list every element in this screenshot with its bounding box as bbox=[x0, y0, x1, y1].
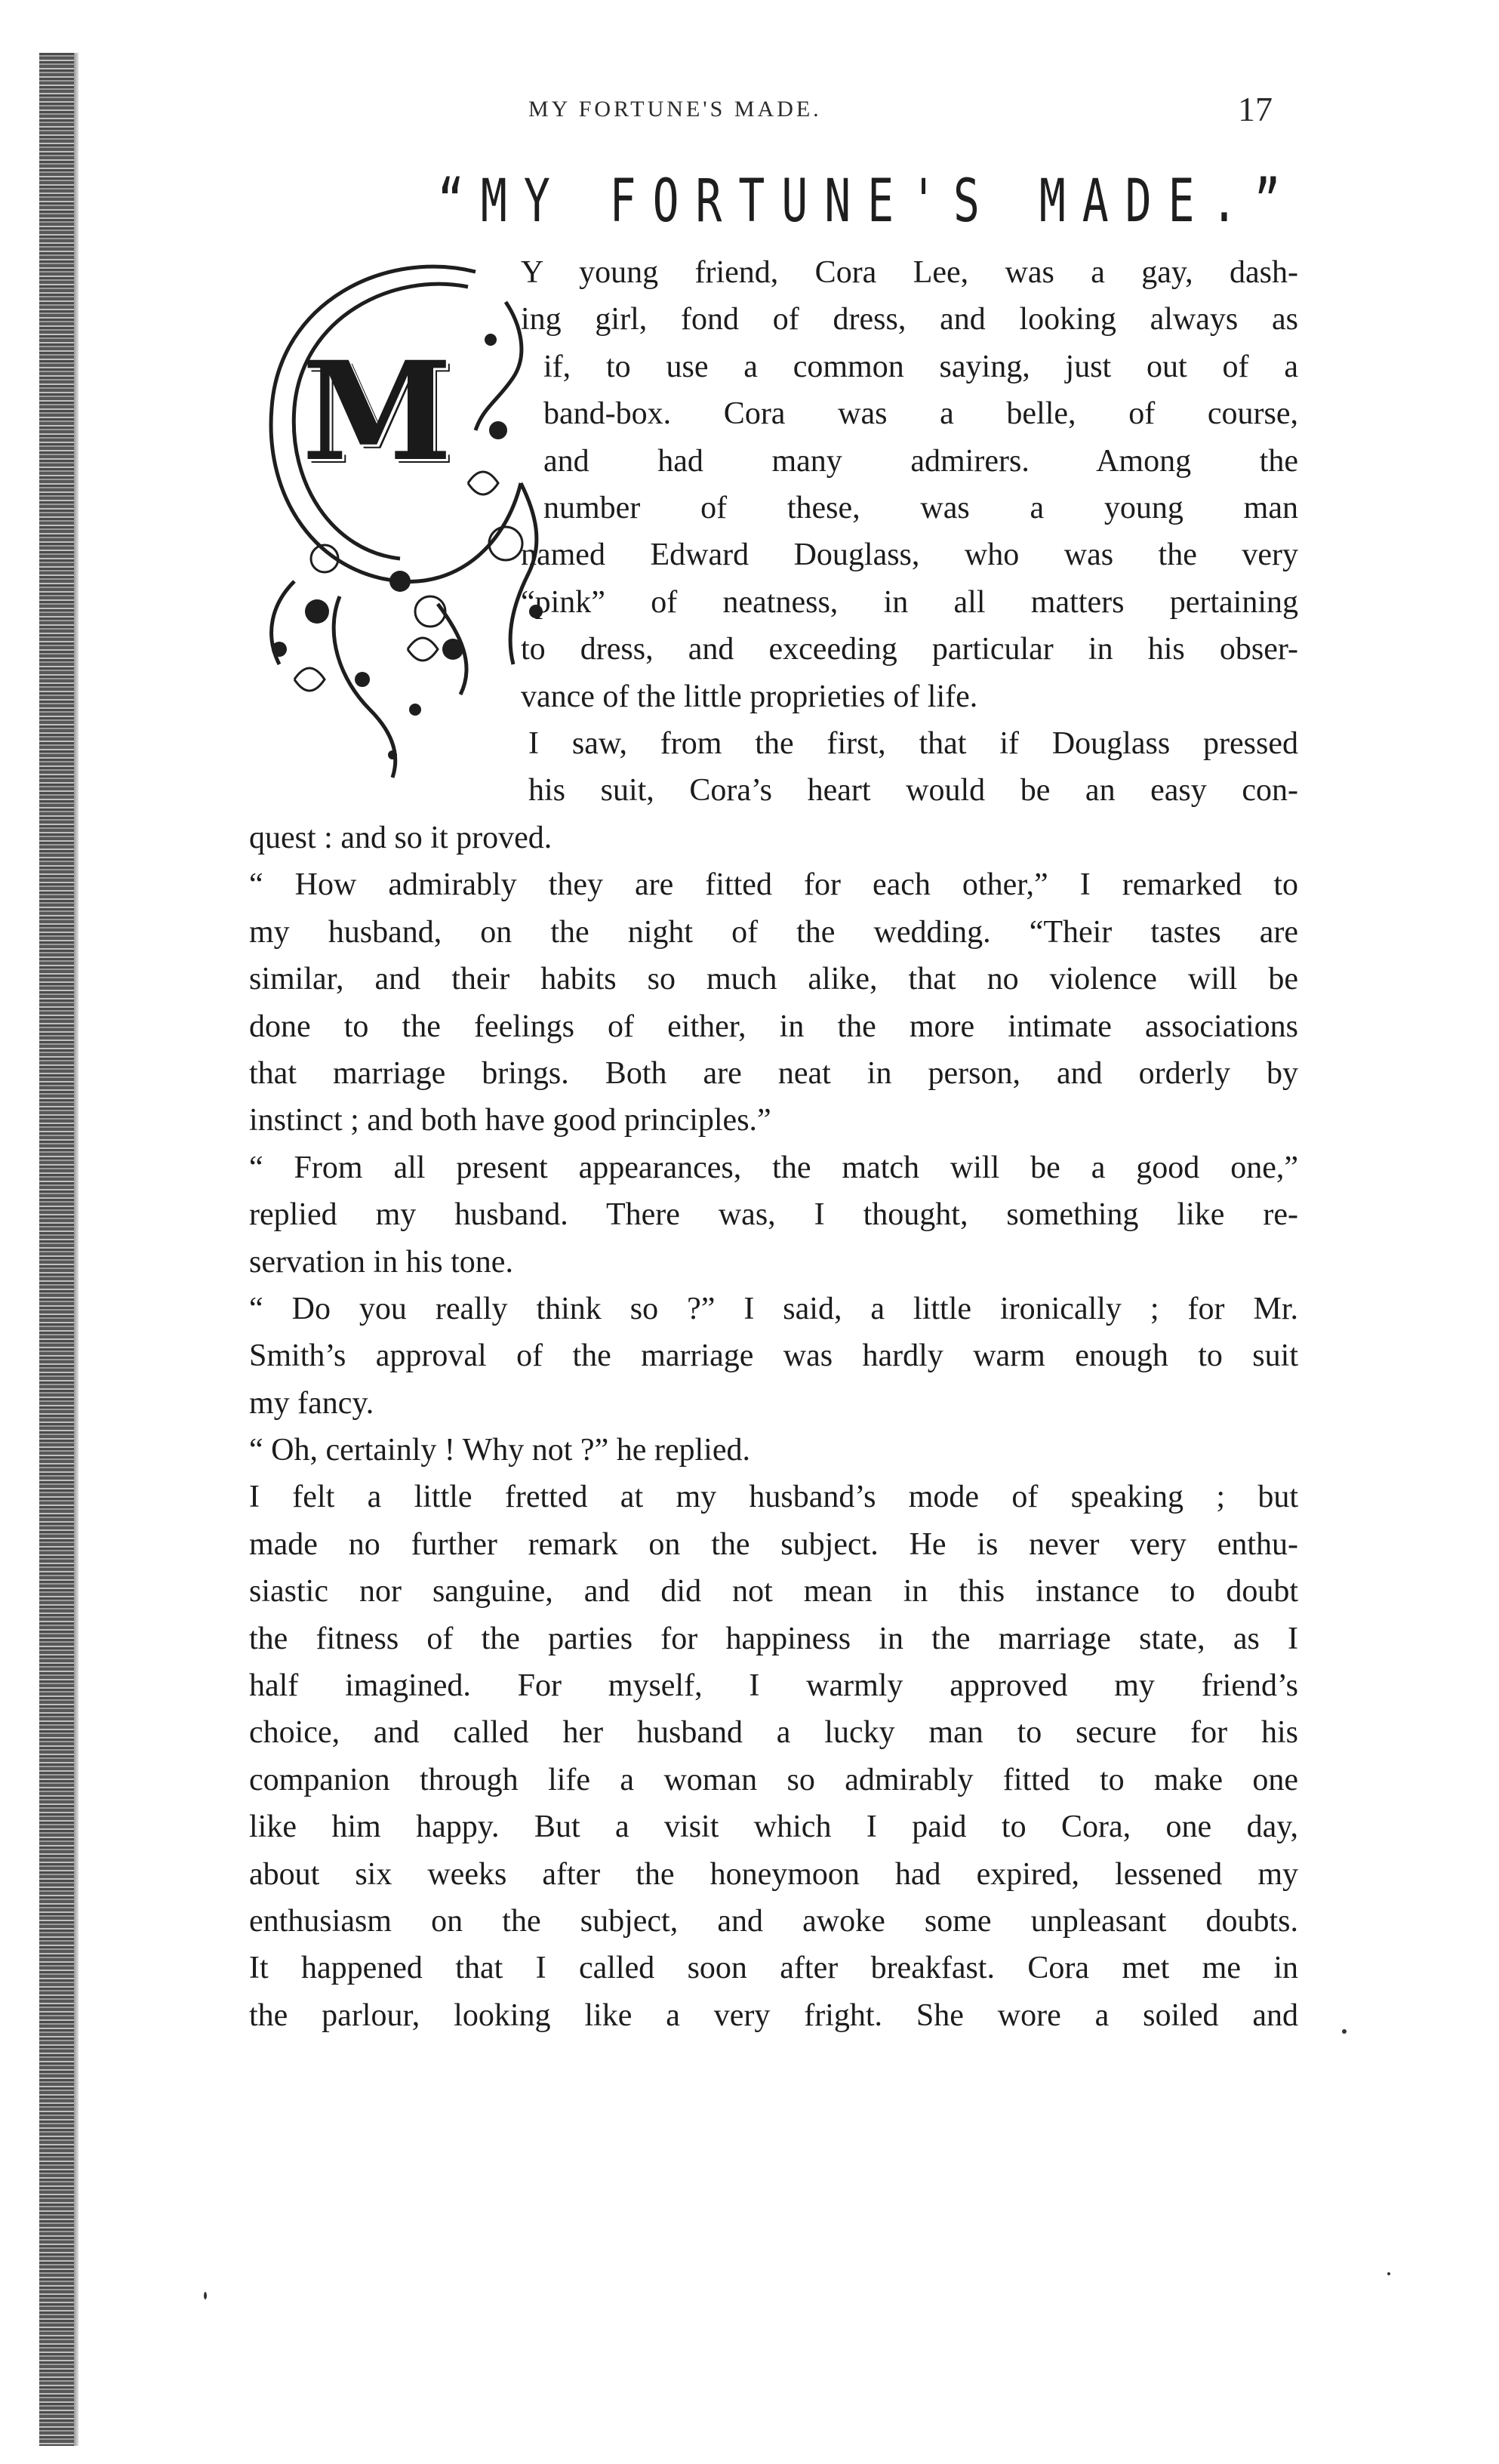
text-line: made no further remark on the subject. He is never very enthu- bbox=[249, 1526, 1298, 1562]
text-line: the parlour, looking like a very fright. She wore a soiled and bbox=[249, 1997, 1298, 2033]
text-line: “ Oh, certainly ! Why not ?” he replied. bbox=[249, 1433, 750, 1468]
text-line: servation in his tone. bbox=[249, 1244, 513, 1280]
text-line: “pink” of neatness, in all matters pertaining bbox=[521, 584, 1298, 620]
text-line: Y young friend, Cora Lee, was a gay, dash- bbox=[521, 255, 1298, 290]
text-line: Smith’s approval of the marriage was hardly warm enough to suit bbox=[249, 1338, 1298, 1374]
text-line: instinct ; and both have good principles.” bbox=[249, 1103, 771, 1138]
text-line: It happened that I called soon after breakfast. Cora met me in bbox=[249, 1951, 1298, 1986]
gutter-shadow bbox=[74, 53, 78, 2446]
paragraph-after-initial bbox=[528, 720, 1298, 815]
text-line: named Edward Douglass, who was the very bbox=[521, 537, 1298, 573]
text-line: I saw, from the first, that if Douglass pressed bbox=[528, 726, 1298, 761]
paragraph-beside-initial bbox=[521, 249, 1298, 720]
text-line: number of these, was a young man bbox=[543, 490, 1298, 525]
text-line: vance of the little proprieties of life. bbox=[521, 679, 978, 714]
text-line: enthusiasm on the subject, and awoke some unpleasant doubts. bbox=[249, 1903, 1298, 1939]
text-line: that marriage brings. Both are neat in person, and orderly by bbox=[249, 1055, 1298, 1091]
chapter-title: “MY FORTUNE'S MADE.” bbox=[438, 166, 1297, 236]
text-line: if, to use a common saying, just out of a bbox=[543, 349, 1298, 384]
text-line: ing girl, fond of dress, and looking always as bbox=[521, 302, 1298, 337]
text-line: half imagined. For myself, I warmly approved my friend’s bbox=[249, 1668, 1298, 1704]
page-number: 17 bbox=[1238, 90, 1273, 128]
text-line: and had many admirers. Among the bbox=[543, 443, 1298, 479]
text-line: I felt a little fretted at my husband’s mode of speaking ; but bbox=[249, 1480, 1298, 1515]
text-line: companion through life a woman so admirably fitted to make one bbox=[249, 1762, 1298, 1797]
text-line: my fancy. bbox=[249, 1385, 374, 1421]
text-line: siastic nor sanguine, and did not mean in this instance to doubt bbox=[249, 1574, 1298, 1609]
text-line: “ From all present appearances, the match will be a good one,” bbox=[249, 1150, 1298, 1185]
text-line: my husband, on the night of the wedding. “Their tastes are bbox=[249, 914, 1298, 950]
text-line: the fitness of the parties for happiness in the marriage state, as I bbox=[249, 1621, 1298, 1656]
body-text bbox=[249, 815, 1298, 2039]
text-line: “ How admirably they are fitted for each other,” I remarked to bbox=[249, 867, 1298, 903]
text-line: replied my husband. There was, I thought, something like re- bbox=[249, 1197, 1298, 1233]
text-line: to dress, and exceeding particular in his obser- bbox=[521, 632, 1298, 667]
dropcap-letter: M bbox=[302, 332, 453, 491]
text-line: “ Do you really think so ?” I said, a little ironically ; for Mr. bbox=[249, 1291, 1298, 1326]
text-line: done to the feelings of either, in the more intimate associations bbox=[249, 1009, 1298, 1044]
running-head: MY FORTUNE'S MADE. bbox=[528, 97, 822, 122]
text-line: like him happy. But a visit which I paid to Cora, one day, bbox=[249, 1810, 1298, 1845]
text-line: about six weeks after the honeymoon had expired, lessened my bbox=[249, 1856, 1298, 1892]
text-line: band-box. Cora was a belle, of course, bbox=[543, 396, 1298, 432]
text-line: choice, and called her husband a lucky man to secure for his bbox=[249, 1715, 1298, 1751]
text-line: quest : and so it proved. bbox=[249, 821, 553, 855]
book-spine-edge bbox=[39, 53, 74, 2446]
text-line: similar, and their habits so much alike, that no violence will be bbox=[249, 962, 1298, 997]
ornamental-initial bbox=[249, 257, 551, 785]
text-line: his suit, Cora’s heart would be an easy con- bbox=[528, 773, 1298, 808]
